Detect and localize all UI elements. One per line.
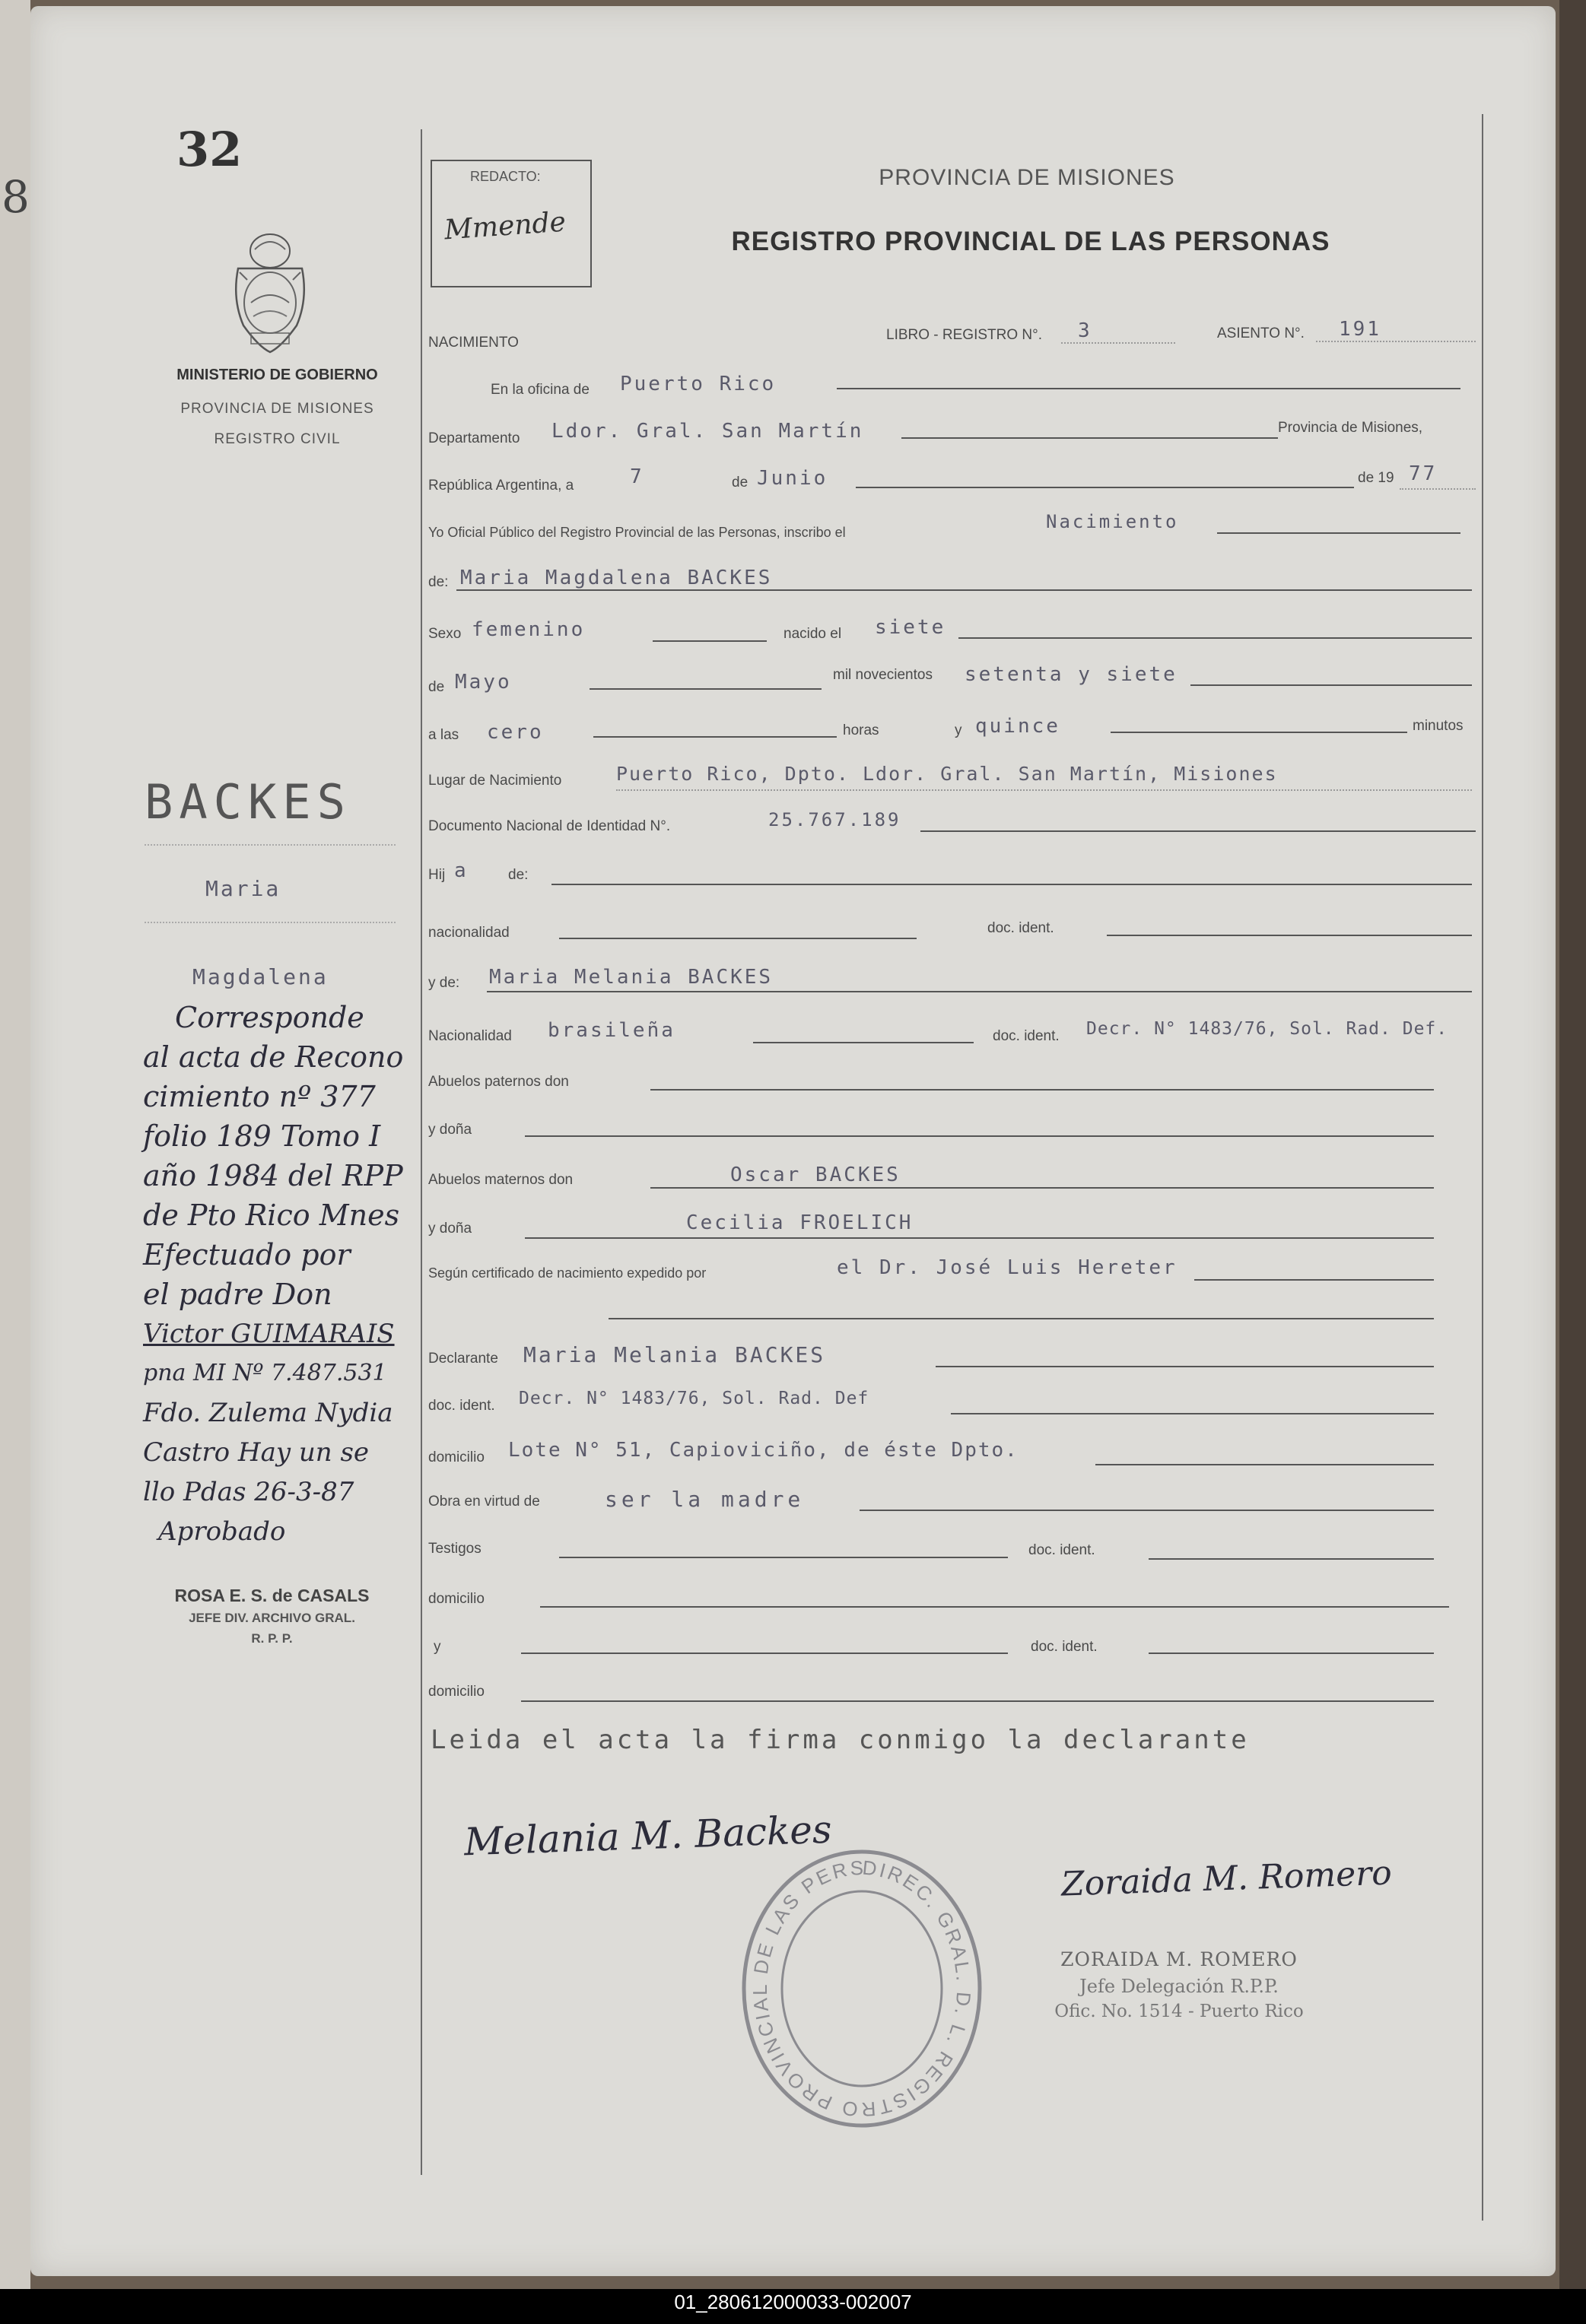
lugar-label: Lugar de Nacimiento — [428, 773, 562, 789]
margin-surname: BACKES — [145, 774, 351, 830]
anio-label: de 19 — [1358, 470, 1394, 486]
registry-stamp — [736, 1844, 987, 2133]
hora-line — [593, 736, 837, 738]
sexo-label: Sexo — [428, 626, 462, 642]
officer-name: ZORAIDA M. ROMERO — [1060, 1948, 1298, 1970]
y-label: y — [955, 722, 962, 738]
anio-dots — [1400, 488, 1476, 490]
oficial-label: Yo Oficial Público del Registro Provincial de las Personas, inscribo el — [428, 525, 846, 540]
certificado-line — [1194, 1279, 1434, 1281]
ministry-heading: MINISTERIO DE GOBIERNO — [176, 367, 378, 383]
certificado-label: Según certificado de nacimiento expedido por — [428, 1265, 707, 1281]
officer-signature: Zoraida M. Romero — [1060, 1853, 1393, 1904]
testigos-label: Testigos — [428, 1541, 482, 1557]
hija-label: Hij — [428, 867, 446, 883]
margin-stamp-office: R. P. P. — [251, 1631, 293, 1646]
margin-note-line: Aprobado — [158, 1516, 286, 1547]
abuelo-mat-line — [650, 1187, 1434, 1189]
abuelos-pat-label: Abuelos paternos don — [428, 1074, 569, 1090]
stamp-text: DIREC. GRAL. D. L. REGISTRO PROVINCIAL DE LAS PERS — [748, 1856, 976, 2122]
redacto-box — [431, 160, 592, 287]
nombre-line — [456, 589, 1472, 591]
coat-of-arms-icon — [217, 227, 323, 356]
certificado-line2 — [609, 1318, 1434, 1319]
ydona2-label: y doña — [428, 1221, 472, 1237]
domicilio2-line — [540, 1606, 1449, 1608]
redacto-signature: Mmende — [443, 206, 567, 246]
mes-label: de — [732, 475, 749, 491]
margin-note-line: folio 189 Tomo I — [143, 1119, 381, 1153]
registry-heading: REGISTRO PROVINCIAL DE LAS PERSONAS — [731, 227, 1330, 256]
page-number: 32 — [176, 122, 243, 177]
departamento-label: Departamento — [428, 430, 520, 446]
domicilio1-label: domicilio — [428, 1449, 485, 1465]
departamento-line — [901, 437, 1278, 439]
minutos-value: quince — [975, 715, 1060, 738]
docident1-line — [1107, 935, 1472, 936]
republica-label: República Argentina, a — [428, 478, 574, 494]
ydona1-label: y doña — [428, 1122, 472, 1138]
hija-suffix: a — [454, 859, 469, 882]
margin-note-line: Efectuado por — [143, 1238, 351, 1272]
nacido-line — [958, 637, 1472, 639]
domicilio3-line — [521, 1700, 1434, 1702]
margin-note-line: el padre Don — [143, 1278, 332, 1311]
nacimiento-label: NACIMIENTO — [428, 335, 519, 351]
docident5-label: doc. ident. — [1031, 1639, 1098, 1655]
oficina-value: Puerto Rico — [620, 373, 777, 395]
hija-line — [551, 884, 1472, 885]
oficial-value: Nacimiento — [1046, 511, 1179, 532]
margin-name1: Maria — [205, 876, 281, 901]
domicilio1-line — [1095, 1464, 1434, 1465]
hija-de-label: de: — [508, 867, 529, 883]
provincia-label: Provincia de Misiones, — [1278, 420, 1423, 436]
departamento-value: Ldor. Gral. San Martín — [551, 420, 864, 443]
margin-note-line: cimiento nº 377 — [143, 1080, 376, 1113]
margin-annotation — [143, 998, 424, 1551]
nacido-label: nacido el — [783, 626, 842, 642]
closing-statement: Leida el acta la firma conmigo la declarante — [431, 1725, 1250, 1755]
officer-office: Ofic. No. 1514 - Puerto Rico — [1054, 2002, 1304, 2021]
yde-label: y de: — [428, 975, 460, 991]
redacto-label: REDACTO: — [470, 169, 541, 184]
nacido-value: siete — [875, 616, 946, 639]
margin-note-line: de Pto Rico Mnes — [143, 1199, 400, 1232]
testigos-line — [559, 1557, 1008, 1558]
margin-line-1 — [145, 844, 396, 846]
margin-note-line: al acta de Recono — [143, 1040, 404, 1074]
libro-value: 3 — [1078, 319, 1092, 342]
margin-note-line: Victor GUIMARAIS — [143, 1319, 395, 1349]
certificado-value: el Dr. José Luis Hereter — [837, 1256, 1178, 1279]
margin-name2: Magdalena — [192, 964, 329, 989]
nacionalidad2-line — [753, 1042, 974, 1043]
nacionalidad2-value: brasileña — [548, 1019, 675, 1042]
docident3-value: Decr. N° 1483/76, Sol. Rad. Def — [519, 1389, 869, 1408]
image-caption: 01_280612000033-002007 — [674, 2291, 912, 2313]
nacionalidad1-label: nacionalidad — [428, 925, 510, 941]
domicilio3-label: domicilio — [428, 1684, 485, 1700]
asiento-value: 191 — [1339, 318, 1381, 341]
asiento-label: ASIENTO N°. — [1217, 325, 1305, 341]
abuelos-pat-line — [650, 1089, 1434, 1091]
anio-value: 77 — [1409, 462, 1438, 485]
docident2-label: doc. ident. — [993, 1028, 1060, 1044]
sexo-value: femenino — [472, 618, 586, 641]
nacionalidad1-line — [559, 938, 917, 939]
obra-label: Obra en virtud de — [428, 1494, 540, 1510]
anio-nac-line — [1190, 684, 1472, 686]
de-label: de: — [428, 574, 449, 590]
obra-value: ser la madre — [605, 1487, 805, 1512]
declarante-signature: Melania M. Backes — [463, 1807, 833, 1865]
nacionalidad2-label: Nacionalidad — [428, 1028, 512, 1044]
margin-note-line: año 1984 del RPP — [143, 1159, 403, 1192]
mes-nac-value: Mayo — [455, 671, 512, 694]
dni-line — [920, 830, 1476, 832]
docident4-label: doc. ident. — [1028, 1542, 1095, 1558]
margin-note-line: llo Pdas 26-3-87 — [143, 1477, 354, 1507]
madre-line — [487, 991, 1472, 992]
mes-line — [856, 487, 1354, 488]
minutos-label: minutos — [1413, 718, 1464, 734]
declarante-label: Declarante — [428, 1351, 498, 1367]
margin-note-line: Fdo. Zulema Nydia — [143, 1398, 393, 1428]
dia-value: 7 — [630, 465, 644, 488]
mil-label: mil novecientos — [833, 667, 933, 683]
y2-label: y — [434, 1639, 441, 1655]
docident4-line — [1149, 1558, 1434, 1560]
libro-line — [1061, 342, 1175, 344]
province-heading: PROVINCIA DE MISIONES — [879, 165, 1175, 190]
lugar-value: Puerto Rico, Dpto. Ldor. Gral. San Martín, Misiones — [616, 763, 1278, 785]
domicilio2-label: domicilio — [428, 1591, 485, 1607]
alas-label: a las — [428, 727, 459, 743]
minutos-line — [1111, 732, 1407, 733]
abuela-mat-line — [525, 1237, 1434, 1239]
margin-note-line: pna MI Nº 7.487.531 — [143, 1360, 387, 1386]
ydona1-line — [525, 1135, 1434, 1137]
margin-line-2 — [145, 922, 396, 923]
mes-nac-line — [590, 688, 822, 690]
margin-note-line: Corresponde — [175, 1001, 364, 1034]
declarante-line — [936, 1366, 1434, 1367]
domicilio1-value: Lote N° 51, Capioviciño, de éste Dpto. — [508, 1439, 1019, 1462]
docident5-line — [1149, 1653, 1434, 1654]
margin-stamp-name: ROSA E. S. de CASALS — [174, 1586, 370, 1605]
officer-title: Jefe Delegación R.P.P. — [1079, 1976, 1279, 1997]
abuelo-mat-value: Oscar BACKES — [730, 1164, 901, 1186]
anio-nac-value: setenta y siete — [965, 663, 1178, 686]
declarante-value: Maria Melania BACKES — [523, 1342, 826, 1367]
ministry-province: PROVINCIA DE MISIONES — [180, 401, 374, 417]
docident3-line — [951, 1413, 1434, 1414]
margin-stamp-title: JEFE DIV. ARCHIVO GRAL. — [189, 1611, 355, 1625]
abuela-mat-value: Cecilia FROELICH — [686, 1211, 914, 1234]
docident2-value: Decr. N° 1483/76, Sol. Rad. Def. — [1086, 1019, 1448, 1039]
nombre-value: Maria Magdalena BACKES — [460, 567, 773, 589]
mes-value: Junio — [757, 467, 828, 490]
hora-value: cero — [487, 721, 544, 744]
y2-line — [521, 1653, 1008, 1654]
sexo-line — [653, 640, 767, 642]
dni-label: Documento Nacional de Identidad N°. — [428, 818, 671, 834]
adjacent-page-edge — [0, 0, 30, 2324]
ministry-registry: REGISTRO CIVIL — [214, 431, 341, 447]
asiento-line — [1316, 341, 1476, 342]
docident3-label: doc. ident. — [428, 1398, 495, 1414]
oficina-label: En la oficina de — [491, 382, 590, 398]
obra-line — [860, 1510, 1434, 1511]
lugar-dots — [616, 789, 1472, 791]
oficina-line — [837, 388, 1460, 389]
libro-label: LIBRO - REGISTRO N°. — [886, 327, 1043, 343]
edge-mark: 8 — [2, 171, 30, 223]
oficial-line — [1217, 532, 1460, 534]
madre-value: Maria Melania BACKES — [489, 966, 774, 989]
horas-label: horas — [843, 722, 879, 738]
right-margin-rule — [1482, 114, 1483, 2221]
margin-note-line: Castro Hay un se — [143, 1437, 370, 1468]
abuelos-mat-label: Abuelos maternos don — [428, 1172, 574, 1188]
dni-value: 25.767.189 — [768, 809, 901, 830]
de2-label: de — [428, 679, 445, 695]
docident1-label: doc. ident. — [987, 920, 1054, 936]
book-binding-edge — [1559, 0, 1586, 2324]
